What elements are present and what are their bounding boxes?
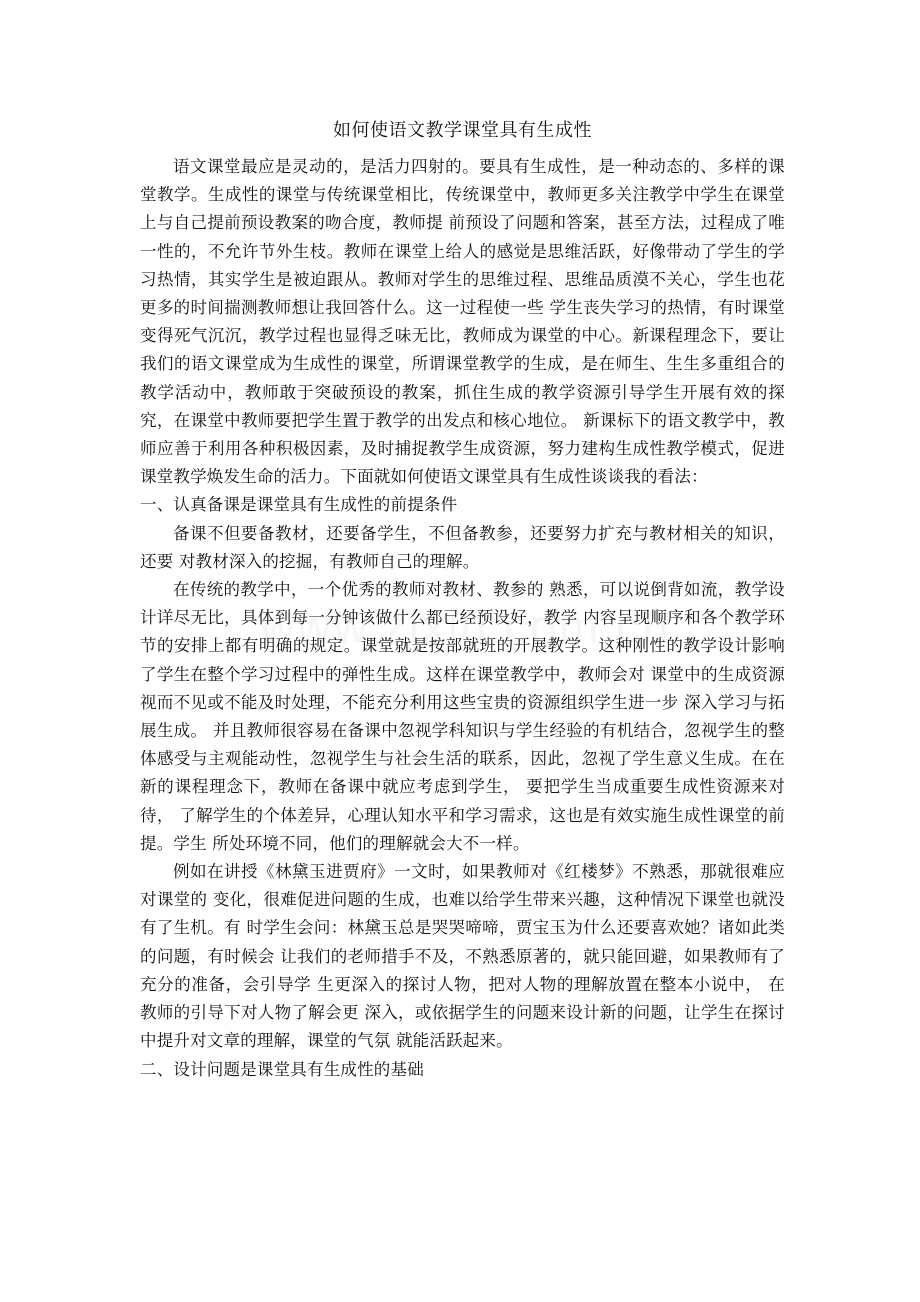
section-heading-1: 一、认真备课是课堂具有生成性的前提条件 (140, 495, 458, 515)
paragraph-example: 例如在讲授《林黛玉进贾府》一文时，如果教师对《红楼梦》不熟悉，那就很难应对课堂的 变化，很难促进问题的生成，也难以给学生带来兴趣，这种情况下课堂也就没有了生机。有 时学生会问：林黛玉总是哭哭啼啼，贾宝玉为什么还要喜欢她？诸如此类的问题，有时候会 让我们的老师措手不及，不熟悉原著的，就只能回避，如果教师有了充分的准备，会引导学 生更深入的探讨人物，把对人物的理解放置在整本小说中， 在教师的引导下对人物了解会更 深入，或依据学生的问题来设计新的问题，让学生在探讨中提升对文章的理解，课堂的气氛 就能活跃起来。 (140, 862, 785, 1051)
document-page (140, 117, 785, 1084)
section-heading-2: 二、设计问题是课堂具有生成性的基础 (140, 1059, 424, 1079)
document-title: 如何使语文教学课堂具有生成性 (333, 120, 592, 141)
paragraph-prep-1: 备课不但要备教材，还要备学生，不但备教参，还要努力扩充与教材相关的知识，还要 对教材深入的挖掘，有教师自己的理解。 (140, 523, 785, 571)
paragraph-intro: 语文课堂最应是灵动的，是活力四射的。要具有生成性，是一种动态的、多样的课堂教学。生成性的课堂与传统课堂相比，传统课堂中，教师更多关注教学中学生在课堂上与自己提前预设教案的吻合度，教师提 前预设了问题和答案，甚至方法，过程成了唯一性的，不允许节外生枝。教师在课堂上给人的感觉是思维活跃，好像带动了学生的学习热情，其实学生是被迫跟从。教师对学生的思维过程、思维品质漠不关心，学生也花更多的时间揣测教师想让我回答什么。这一过程使一些 学生丧失学习的热情，有时课堂变得死气沉沉，教学过程也显得乏味无比，教师成为课堂的中心。新课程理念下，要让我们的语文课堂成为生成性的课堂，所谓课堂教学的生成，是在师生、生生多重组合的教学活动中，教师敢于突破预设的教案，抓住生成的教学资源引导学生开展有效的探究，在课堂中教师要把学生置于教学的出发点和核心地位。 新课标下的语文教学中，教师应善于利用各种积极因素，及时捕捉教学生成资源，努力建构生成性教学模式，促进 课堂教学焕发生命的活力。下面就如何使语文课堂具有生成性谈谈我的看法： (140, 157, 785, 487)
paragraph-prep-2: 在传统的教学中，一个优秀的教师对教材、教参的 熟悉，可以说倒背如流，教学设计详尽无比，具体到每一分钟该做什么都已经预设好，教学 内容呈现顺序和各个教学环节的安排上都有明确的规定。课堂就是按部就班的开展教学。这种刚性的教学设计影响了学生在整个学习过程中的弹性生成。这样在课堂教学中，教师会对 课堂中的生成资源视而不见或不能及时处理，不能充分利用这些宝贵的资源组织学生进一步 深入学习与拓展生成。 并且教师很容易在备课中忽视学科知识与学生经验的有机结合，忽视学生的整体感受与主观能动性，忽视学生与社会生活的联系，因此，忽视了学生意义生成。在在新的课程理念下，教师在备课中就应考虑到学生， 要把学生当成重要生成性资源来对待， 了解学生的个体差异，心理认知水平和学习需求，这也是有效实施生成性课堂的前提。学生 所处环境不同，他们的理解就会大不一样。 (140, 580, 785, 853)
